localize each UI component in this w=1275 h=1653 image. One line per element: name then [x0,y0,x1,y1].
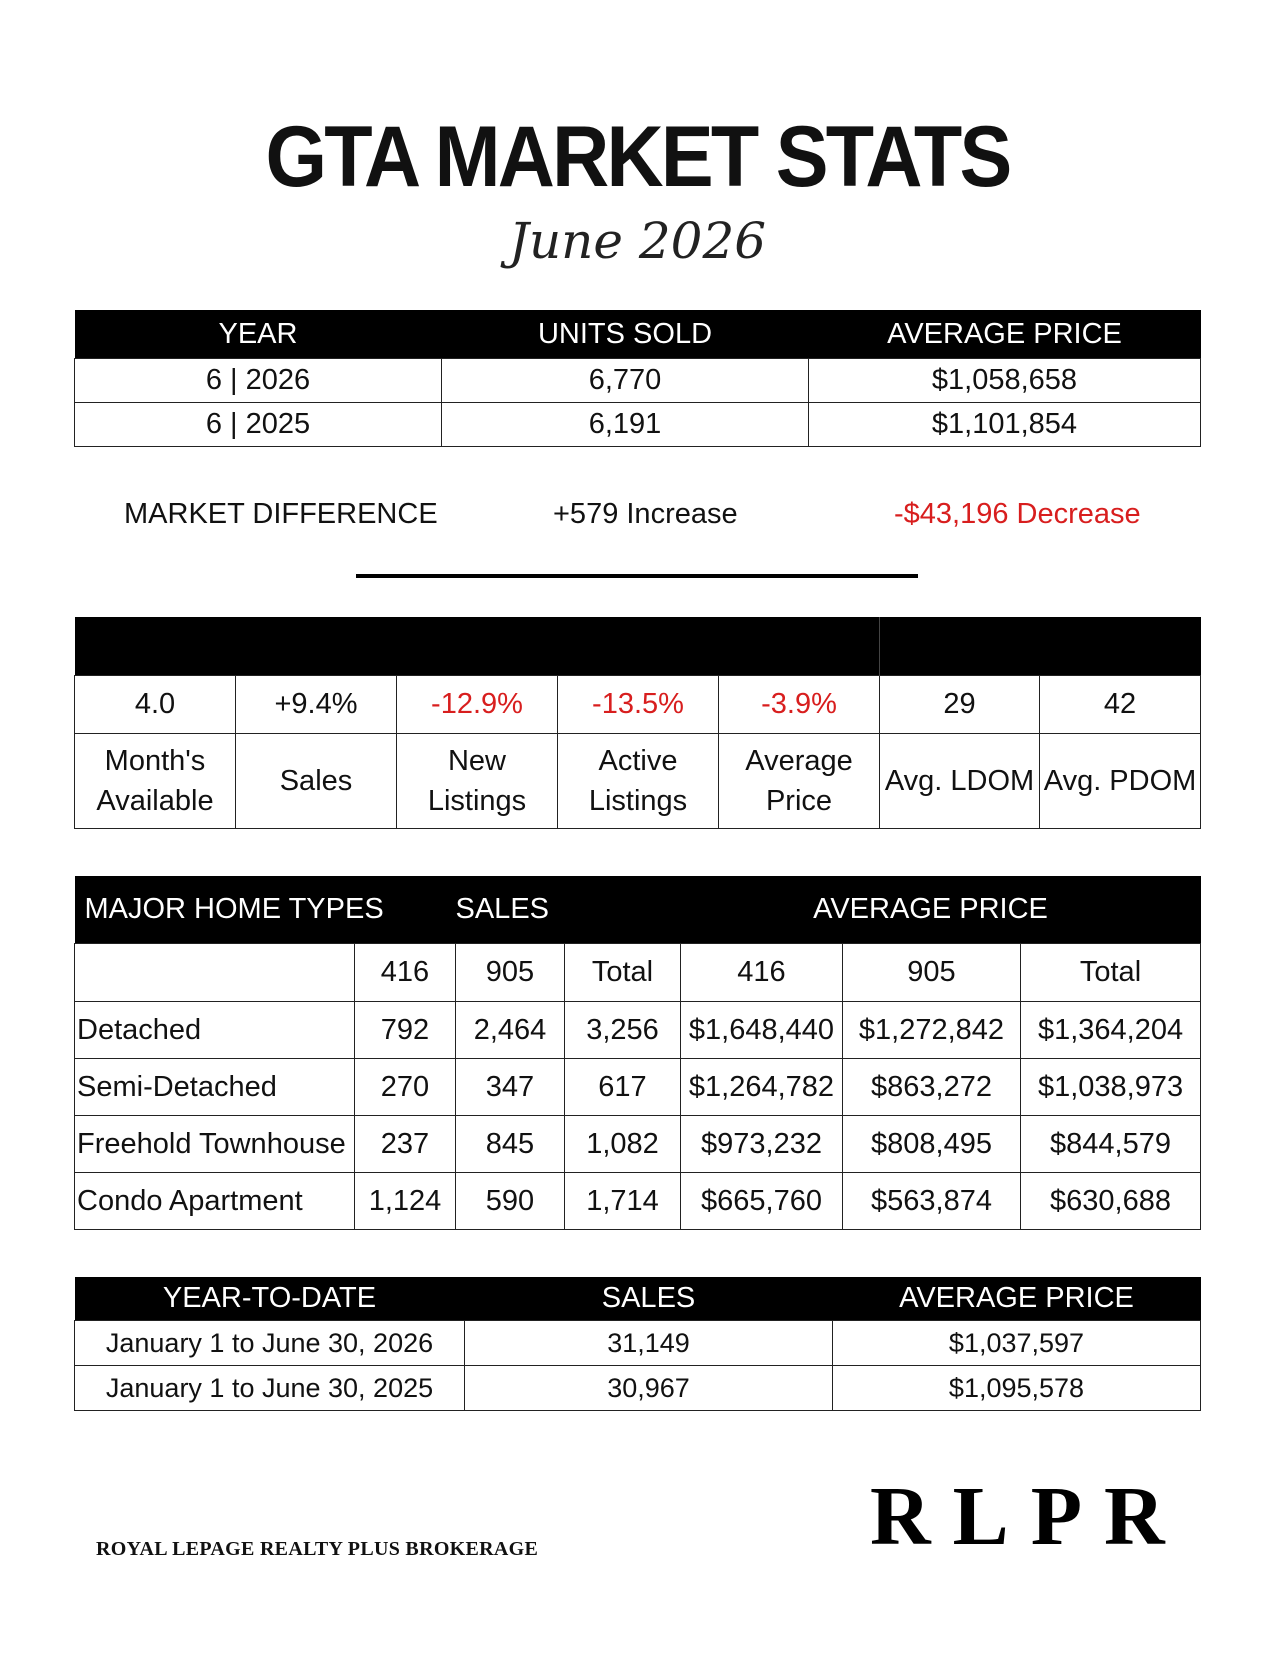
table-cell: $1,264,782 [681,1059,843,1116]
indicators-header-bar [75,617,1201,676]
cell-period: January 1 to June 30, 2026 [75,1321,465,1366]
indicator-value: -13.5% [558,676,719,734]
cell-year: 6 | 2026 [75,359,442,403]
indicator-values-row [75,676,1201,734]
market-difference-units: +579 Increase [553,498,738,530]
cell-sales: 30,967 [465,1366,833,1411]
table-cell: $973,232 [681,1116,843,1173]
home-types-table [74,876,1201,1230]
header-sales: SALES [456,876,681,944]
cell-year: 6 | 2025 [75,403,442,447]
home-type-name: Detached [75,1002,355,1059]
table-cell: $563,874 [843,1173,1021,1230]
home-type-name: Freehold Townhouse [75,1116,355,1173]
table-cell: 2,464 [456,1002,565,1059]
indicator-label-avg-pdom: Avg. PDOM [1040,734,1201,829]
indicator-label-months-available [75,734,236,829]
table-cell: 270 [355,1059,456,1116]
label-line: New [447,745,506,777]
subheader-sales-total: Total [565,944,681,1002]
cell-average-price: $1,095,578 [833,1366,1201,1411]
table-cell: 347 [456,1059,565,1116]
table-cell: $1,038,973 [1021,1059,1201,1116]
table-cell: $808,495 [843,1116,1021,1173]
rlpr-logo: RLPR [870,1470,1187,1563]
cell-period: January 1 to June 30, 2025 [75,1366,465,1411]
page-subtitle: June 2026 [508,212,767,270]
home-types-subheader-row [75,944,1201,1002]
header-major-home-types: MAJOR HOME TYPES [75,876,456,944]
label-line: Price [765,785,833,817]
indicator-value: +9.4% [236,676,397,734]
blank-cell [75,944,355,1002]
indicator-value: 4.0 [75,676,236,734]
table-cell: 3,256 [565,1002,681,1059]
table-cell: 1,124 [355,1173,456,1230]
table-row [75,1002,1201,1059]
indicator-value: -12.9% [397,676,558,734]
header-year: YEAR [75,310,442,359]
table-cell: $863,272 [843,1059,1021,1116]
header-year-to-date: YEAR-TO-DATE [75,1277,465,1321]
table-cell: $665,760 [681,1173,843,1230]
indicator-label-sales: Sales [236,734,397,829]
home-type-name: Semi-Detached [75,1059,355,1116]
market-indicators-table [74,617,1201,829]
label-line: Available [96,785,214,817]
indicator-value: 29 [880,676,1040,734]
market-difference-label: MARKET DIFFERENCE [124,498,438,530]
header-sales: SALES [465,1277,833,1321]
table-cell: $844,579 [1021,1116,1201,1173]
header-bar-left [75,617,880,676]
table-header-row [75,1277,1201,1321]
table-cell: 1,714 [565,1173,681,1230]
subheader-price-416: 416 [681,944,843,1002]
indicator-value: -3.9% [719,676,880,734]
cell-units-sold: 6,770 [442,359,809,403]
table-row [75,1116,1201,1173]
subheader-price-905: 905 [843,944,1021,1002]
header-average-price: AVERAGE PRICE [681,876,1201,944]
year-comparison-table [74,310,1201,447]
table-cell: 590 [456,1173,565,1230]
label-line: Month's [104,745,206,777]
home-type-name: Condo Apartment [75,1173,355,1230]
indicator-label-average-price [719,734,880,829]
table-cell: $630,688 [1021,1173,1201,1230]
indicator-label-active-listings [558,734,719,829]
cell-average-price: $1,101,854 [809,403,1201,447]
table-row [75,359,1201,403]
header-average-price: AVERAGE PRICE [809,310,1201,359]
table-cell: 237 [355,1116,456,1173]
table-cell: 1,082 [565,1116,681,1173]
subheader-sales-416: 416 [355,944,456,1002]
table-row [75,403,1201,447]
page-title: GTA MARKET STATS [265,109,1010,205]
cell-average-price: $1,058,658 [809,359,1201,403]
table-header-row [75,310,1201,359]
table-cell: $1,272,842 [843,1002,1021,1059]
header-bar-right [880,617,1201,676]
year-to-date-table [74,1277,1201,1411]
indicator-label-avg-ldom: Avg. LDOM [880,734,1040,829]
market-difference-price: -$43,196 Decrease [894,498,1141,530]
table-row [75,1173,1201,1230]
table-cell: 845 [456,1116,565,1173]
table-cell: 792 [355,1002,456,1059]
table-cell: $1,648,440 [681,1002,843,1059]
divider-rule [356,574,918,578]
cell-units-sold: 6,191 [442,403,809,447]
header-units-sold: UNITS SOLD [442,310,809,359]
table-row [75,1059,1201,1116]
cell-sales: 31,149 [465,1321,833,1366]
table-row [75,1366,1201,1411]
indicator-labels-row [75,734,1201,829]
brokerage-name: ROYAL LEPAGE REALTY PLUS BROKERAGE [96,1538,539,1560]
table-cell: 617 [565,1059,681,1116]
table-cell: $1,364,204 [1021,1002,1201,1059]
label-line: Active [598,745,678,777]
header-average-price: AVERAGE PRICE [833,1277,1201,1321]
label-line: Average [745,745,853,777]
subheader-sales-905: 905 [456,944,565,1002]
table-row [75,1321,1201,1366]
indicator-value: 42 [1040,676,1201,734]
label-line: Listings [427,785,527,817]
indicator-label-new-listings [397,734,558,829]
label-line: Listings [588,785,688,817]
subheader-price-total: Total [1021,944,1201,1002]
home-types-header-row [75,876,1201,944]
cell-average-price: $1,037,597 [833,1321,1201,1366]
